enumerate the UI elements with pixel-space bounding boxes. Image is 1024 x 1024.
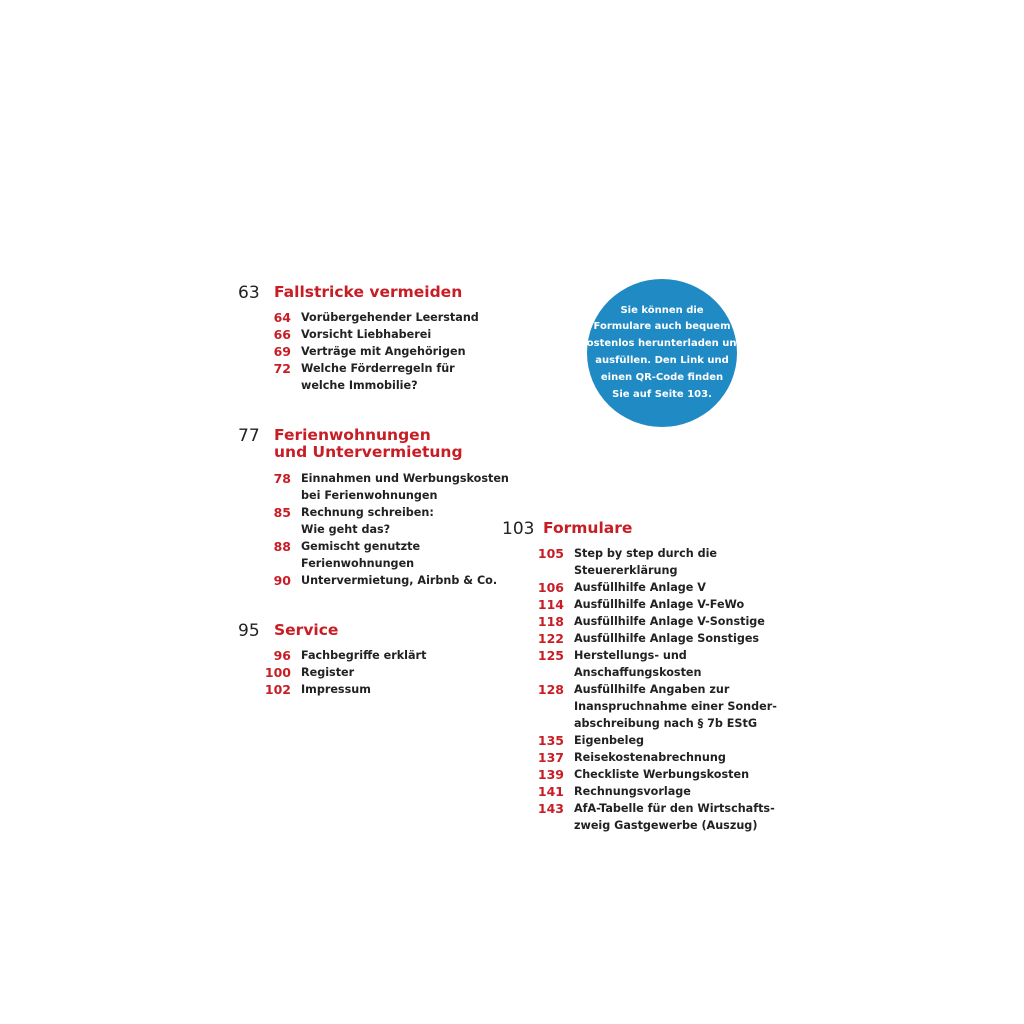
entry-page-number: 128 [537, 682, 564, 697]
toc-section-formulare [502, 519, 777, 832]
section-title-line: Fallstricke vermeiden [274, 283, 463, 301]
entry-page-number: 88 [273, 539, 291, 554]
entry-page-number: 78 [273, 471, 291, 486]
info-bubble-line: ausfüllen. Den Link und [595, 355, 729, 366]
entry-page-number: 125 [537, 648, 564, 663]
entry-title: Verträge mit Angehörigen [301, 345, 466, 358]
toc-entry[interactable] [537, 647, 777, 681]
section-title [543, 520, 632, 537]
toc-section-fallstricke [238, 283, 479, 392]
toc-entry[interactable] [273, 309, 479, 326]
section-title-line: Service [274, 621, 339, 639]
entry-page-number: 122 [537, 631, 564, 646]
entry-page-number: 137 [537, 750, 564, 765]
info-bubble-line: Formulare auch bequem [593, 321, 731, 333]
toc-entry[interactable] [273, 360, 479, 394]
entry-page-number: 66 [273, 327, 291, 342]
entry-title: Ausfüllhilfe Anlage Sonstiges [574, 632, 760, 645]
section-title [274, 427, 463, 461]
info-bubble-line: kostenlos herunterladen und [580, 338, 744, 350]
toc-entry-list [264, 647, 427, 698]
entry-page-number: 106 [537, 580, 564, 595]
entry-title: Ausfüllhilfe Anlage V-Sonstige [574, 615, 765, 628]
section-title-line: Ferienwohnungen [274, 426, 431, 444]
entry-title-line: Rechnung schreiben: [301, 506, 434, 519]
entry-title: Vorübergehender Leerstand [301, 311, 479, 324]
entry-title-line: zweig Gastgewerbe (Auszug) [574, 819, 758, 832]
toc-entry[interactable] [537, 800, 777, 834]
entry-page-number: 85 [273, 505, 291, 520]
entry-title: Rechnungsvorlage [574, 785, 691, 798]
toc-entry[interactable] [537, 545, 777, 579]
info-bubble [580, 279, 744, 427]
toc-entry[interactable] [537, 613, 777, 630]
entry-title: Untervermietung, Airbnb & Co. [301, 574, 498, 587]
toc-section-service [238, 621, 427, 697]
toc-entry[interactable] [537, 766, 777, 783]
entry-title-line: AfA-Tabelle für den Wirtschafts- [574, 802, 775, 815]
section-number: 63 [238, 283, 260, 303]
entry-page-number: 114 [537, 597, 564, 612]
info-bubble-line: Sie können die [620, 304, 704, 316]
entry-title-line: Inanspruchnahme einer Sonder- [574, 700, 777, 713]
entry-title: Reisekostenabrechnung [574, 751, 726, 764]
entry-title-line: Ausfüllhilfe Angaben zur [574, 683, 730, 696]
toc-entry[interactable] [537, 732, 777, 749]
entry-page-number: 102 [264, 682, 291, 697]
entry-page-number: 118 [537, 614, 564, 629]
toc-entry[interactable] [264, 681, 426, 698]
entry-title-line: Steuererklärung [574, 564, 678, 577]
entry-title: Fachbegriffe erklärt [301, 649, 427, 662]
toc-entry[interactable] [273, 538, 509, 572]
toc-entry[interactable] [273, 647, 427, 664]
entry-page-number: 64 [273, 310, 291, 325]
toc-entry[interactable] [537, 579, 777, 596]
toc-entry[interactable] [273, 504, 509, 538]
entry-page-number: 69 [273, 344, 291, 359]
toc-entry-list [273, 309, 479, 394]
entry-page-number: 139 [537, 767, 564, 782]
info-bubble-text [580, 303, 743, 404]
toc-entry[interactable] [273, 326, 479, 343]
entry-title-line: Einnahmen und Werbungskosten [301, 472, 509, 485]
toc-entry[interactable] [537, 749, 777, 766]
entry-title-line: Herstellungs- und [574, 649, 687, 662]
section-number: 103 [502, 519, 535, 539]
entry-page-number: 105 [537, 546, 564, 561]
entry-title: Ausfüllhilfe Anlage V-FeWo [574, 598, 745, 611]
entry-page-number: 143 [537, 801, 564, 816]
toc-entry[interactable] [537, 681, 777, 732]
entry-title: Eigenbeleg [574, 734, 645, 747]
section-number: 95 [238, 621, 260, 641]
entry-title-line: Gemischt genutzte [301, 540, 421, 553]
toc-entry-list [537, 545, 777, 834]
entry-page-number: 100 [264, 665, 291, 680]
toc-entry[interactable] [273, 572, 509, 589]
toc-entry[interactable] [264, 664, 426, 681]
entry-page-number: 72 [273, 361, 291, 376]
info-bubble-line: Sie auf Seite 103. [612, 388, 712, 400]
entry-title-line: Welche Förderregeln für [301, 362, 455, 375]
info-bubble-line: einen QR-Code finden [600, 371, 724, 383]
section-number: 77 [238, 426, 260, 446]
toc-entry[interactable] [537, 783, 777, 800]
entry-title: Vorsicht Liebhaberei [301, 328, 432, 341]
section-title [274, 284, 462, 301]
section-title-line: und Untervermietung [274, 443, 463, 461]
section-title [274, 622, 338, 639]
entry-title-line: abschreibung nach § 7b EStG [574, 717, 758, 730]
section-title-line: Formulare [543, 519, 633, 537]
entry-title-line: Wie geht das? [301, 523, 391, 536]
toc-entry[interactable] [537, 630, 777, 647]
entry-title-line: Anschaffungskosten [574, 666, 702, 679]
entry-title-line: Step by step durch die [574, 547, 718, 560]
entry-page-number: 96 [273, 648, 291, 663]
entry-page-number: 90 [273, 573, 291, 588]
entry-page-number: 141 [537, 784, 564, 799]
toc-entry[interactable] [273, 470, 509, 504]
entry-title-line: Ferienwohnungen [301, 557, 415, 570]
toc-section-ferienwohnungen [238, 426, 509, 588]
toc-entry[interactable] [273, 343, 479, 360]
entry-title: Impressum [301, 683, 371, 696]
toc-entry-list [273, 470, 509, 589]
entry-title-line: bei Ferienwohnungen [301, 489, 438, 502]
entry-page-number: 135 [537, 733, 564, 748]
entry-title-line: welche Immobilie? [301, 379, 418, 392]
entry-title: Register [301, 666, 355, 679]
entry-title: Checkliste Werbungskosten [574, 768, 750, 781]
entry-title: Ausfüllhilfe Anlage V [574, 581, 706, 594]
toc-entry[interactable] [537, 596, 777, 613]
